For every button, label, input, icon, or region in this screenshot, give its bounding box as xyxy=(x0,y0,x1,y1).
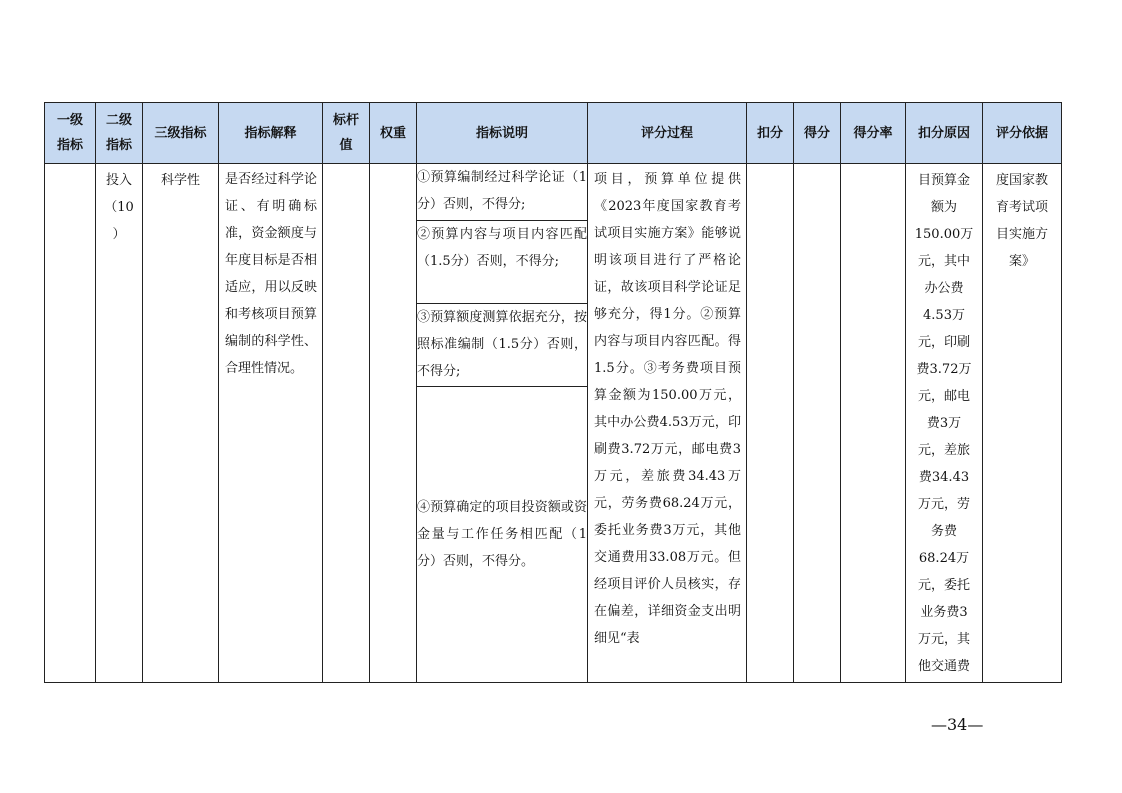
description-subtable xyxy=(417,164,587,682)
header-weight: 权重 xyxy=(370,103,417,164)
header-score: 得分 xyxy=(794,103,841,164)
page-number: —34— xyxy=(931,715,984,734)
header-level3-indicator: 三级指标 xyxy=(143,103,219,164)
header-level2-indicator: 二级 指标 xyxy=(96,103,143,164)
level2-cell: 投入 （10 ） xyxy=(96,164,143,683)
header-benchmark-value: 标杆 值 xyxy=(323,103,370,164)
deduction-cell xyxy=(747,164,794,683)
description-cell xyxy=(417,164,588,683)
weight-cell xyxy=(370,164,417,683)
deduction-reason-cell: 目预算金 额为 150.00万 元，其中 办公费 4.53万 元，印刷 费3.72万 元，邮电 费3万 元，差旅 费34.43 万元，劳 务费 68.24万 元，委托 业务费3 万元，其 他交通费 xyxy=(906,164,983,683)
table-row xyxy=(45,164,1062,683)
explanation-cell: 是否经过科学论证、有明确标准，资金额度与年度目标是否相适应，用以反映和考核项目预算编制的科学性、合理性情况。 xyxy=(219,164,323,683)
header-indicator-explanation: 指标解释 xyxy=(219,103,323,164)
description-item-3: ③预算额度测算依据充分，按照标准编制（1.5分）否则，不得分; xyxy=(417,303,587,386)
score-cell xyxy=(794,164,841,683)
level1-cell xyxy=(45,164,96,683)
scoring-process-cell: 项目，预算单位提供《2023年度国家教育考试项目实施方案》能够说明该项目进行了严格论证，故该项目科学论证足够充分，得1分。②预算内容与项目内容匹配。得1.5分。③考务费项目预算金额为150.00万元，其中办公费4.53万元，印刷费3.72万元，邮电费3万元，差旅费34.43万元，劳务费68.24万元，委托业务费3万元，其他交通费用33.08万元。但经项目评价人员核实，存在偏差，详细资金支出明细见“表 xyxy=(588,164,747,683)
header-indicator-description: 指标说明 xyxy=(417,103,588,164)
header-level1-indicator: 一级 指标 xyxy=(45,103,96,164)
header-row xyxy=(45,103,1062,164)
benchmark-cell xyxy=(323,164,370,683)
header-deduction: 扣分 xyxy=(747,103,794,164)
level3-cell: 科学性 xyxy=(143,164,219,683)
score-rate-cell xyxy=(841,164,906,683)
header-scoring-process: 评分过程 xyxy=(588,103,747,164)
description-item-4: ④预算确定的项目投资额或资金量与工作任务相匹配（1分）否则，不得分。 xyxy=(417,499,587,569)
evaluation-table xyxy=(44,102,1062,683)
header-scoring-basis: 评分依据 xyxy=(983,103,1062,164)
description-item-1: ①预算编制经过科学论证（1分）否则，不得分; xyxy=(417,164,587,220)
header-deduction-reason: 扣分原因 xyxy=(906,103,983,164)
header-score-rate: 得分率 xyxy=(841,103,906,164)
description-item-2: ②预算内容与项目内容匹配（1.5分）否则，不得分; xyxy=(417,220,587,303)
scoring-basis-cell: 度国家教 育考试项 目实施方 案》 xyxy=(983,164,1062,683)
